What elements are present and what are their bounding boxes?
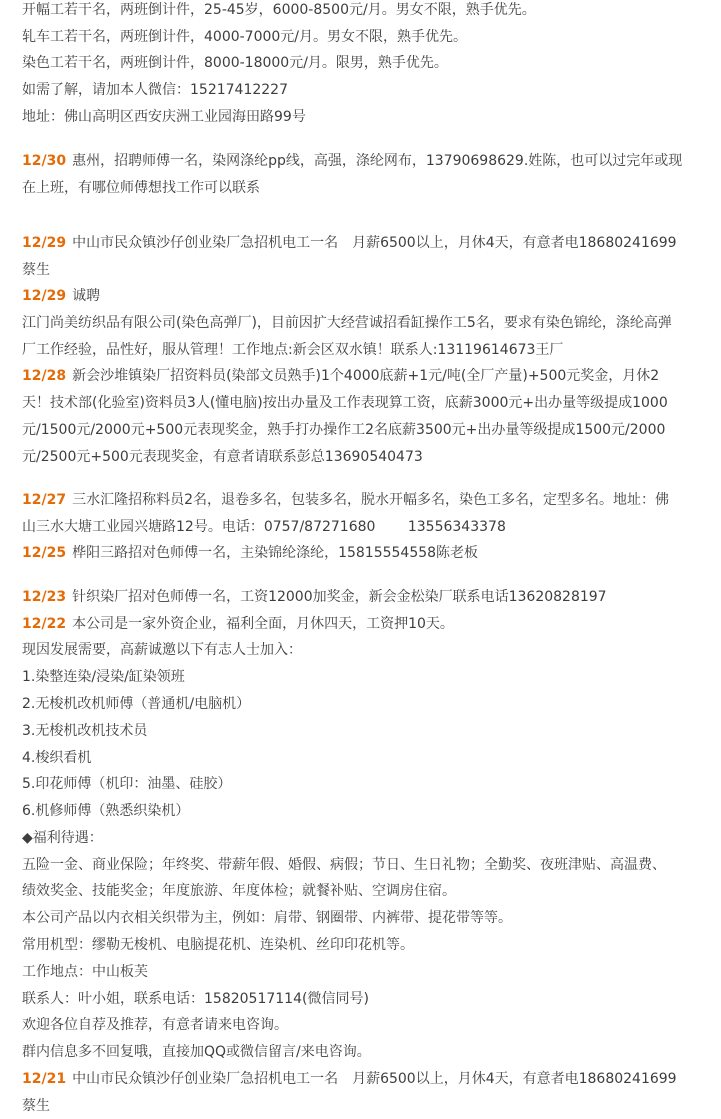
- post-date: 12/22: [22, 616, 67, 632]
- post-text: 本公司是一家外资企业，福利全面，月休四天，工资押10天。: [72, 616, 454, 632]
- post-text: 新会沙堆镇染厂招资料员(染部文员熟手)1个4000底薪+1元/吨(全厂产量)+500元奖金，月休2: [72, 368, 660, 384]
- post-text: 中山市民众镇沙仔创业染厂急招机电工一名 月薪6500以上，月休4天，有意者电18680241699: [72, 1071, 677, 1087]
- text-line: 2.无梭机改机师傅（普通机/电脑机）: [22, 696, 251, 712]
- text-line: 绩效奖金、技能奖金；年度旅游、年度体检；就餐补贴、空调房住宿。: [22, 883, 456, 899]
- post-line: [22, 151, 712, 171]
- post-line: [22, 543, 712, 563]
- text-line: 五险一金、商业保险；年终奖、带薪年假、婚假、病假；节日、生日礼物；全勤奖、夜班津贴、高温费、: [22, 857, 666, 873]
- text-line: 群内信息多不回复哦，直接加QQ或微信留言/来电咨询。: [22, 1044, 371, 1060]
- text-line: 元/2500元+500元表现奖金，有意者请联系彭总13690540473: [22, 449, 423, 465]
- text-line: 蔡生: [22, 262, 50, 278]
- post-text: 桦阳三路招对色师傅一名，主染锦纶涤纶，15815554558陈老板: [72, 545, 479, 561]
- text-line: 1.染整连染/浸染/缸染领班: [22, 669, 185, 685]
- post-date: 12/30: [22, 153, 67, 169]
- text-line: 欢迎各位自荐及推荐，有意者请来电咨询。: [22, 1017, 288, 1033]
- text-line: 厂工作经验，品性好，服从管理！工作地点:新会区双水镇！联系人:13119614673王厂: [22, 342, 564, 358]
- text-line: 开幅工若干名，两班倒计件，25-45岁，6000-8500元/月。男女不限，熟手优先。: [22, 2, 536, 18]
- text-line: 5.印花师傅（机印：油墨、硅胶）: [22, 776, 232, 792]
- text-line: 联系人：叶小姐，联系电话：15820517114(微信同号): [22, 991, 369, 1007]
- text-line: 元/1500元/2000元+500元表现奖金，熟手打办操作工2名底薪3500元+出办量等级提成1500元/2000: [22, 422, 666, 438]
- text-line: 轧车工若干名，两班倒计件，4000-7000元/月。男女不限，熟手优先。: [22, 29, 468, 45]
- text-line: 现因发展需要，高薪诚邀以下有志人士加入：: [22, 642, 302, 658]
- text-line: 6.机修师傅（熟悉织染机）: [22, 803, 190, 819]
- post-text: 针织染厂招对色师傅一名，工资12000加奖金，新会金松染厂联系电话13620828197: [72, 589, 607, 605]
- post-line: [22, 1069, 712, 1089]
- post-line: [22, 233, 712, 253]
- text-line: 蔡生: [22, 1098, 50, 1114]
- text-line: 工作地点：中山板芙: [22, 964, 148, 980]
- post-date: 12/29: [22, 235, 67, 251]
- post-text: 三水汇隆招称料员2名，退卷多名，包装多名，脱水开幅多名，染色工多名，定型多名。地址：佛: [72, 492, 669, 508]
- text-line: 地址：佛山高明区西安庆洲工业园海田路99号: [22, 109, 306, 125]
- text-line: 本公司产品以内衣相关织带为主，例如：肩带、钢圈带、内裤带、提花带等等。: [22, 910, 512, 926]
- post-line: [22, 587, 712, 607]
- text-line: 染色工若干名，两班倒计件，8000-18000元/月。限男，熟手优先。: [22, 55, 448, 71]
- post-line: [22, 490, 712, 510]
- text-line: 3.无梭机改机技术员: [22, 723, 148, 739]
- post-text: 诚聘: [72, 288, 101, 304]
- post-date: 12/25: [22, 545, 67, 561]
- post-text: 惠州，招聘师傅一名，染网涤纶pp线，高强，涤纶网布，13790698629.姓陈，也可以过完年或现: [72, 153, 683, 169]
- post-text: 中山市民众镇沙仔创业染厂急招机电工一名 月薪6500以上，月休4天，有意者电18680241699: [72, 235, 677, 251]
- post-date: 12/27: [22, 492, 67, 508]
- post-line: [22, 286, 712, 306]
- post-date: 12/23: [22, 589, 67, 605]
- post-date: 12/21: [22, 1071, 67, 1087]
- text-line: ◆福利待遇：: [22, 830, 103, 846]
- post-line: [22, 614, 712, 634]
- text-line: 天！技术部(化验室)资料员3人(懂电脑)按出办量及工作表现算工资，底薪3000元+出办量等级提成1000: [22, 395, 668, 411]
- post-date: 12/29: [22, 288, 67, 304]
- text-line: 4.梭织看机: [22, 750, 92, 766]
- text-line: 常用机型：缪勒无梭机、电脑提花机、连染机、丝印印花机等。: [22, 937, 414, 953]
- text-line: 江门尚美纺织品有限公司(染色高弹厂)，目前因扩大经营诚招看缸操作工5名，要求有染色锦纶，涤纶高弹: [22, 315, 672, 331]
- text-line: 山三水大塘工业园兴塘路12号。电话：0757/87271680 13556343378: [22, 519, 506, 535]
- text-line: 在上班，有哪位师傅想找工作可以联系: [22, 180, 260, 196]
- text-line: 如需了解，请加本人微信：15217412227: [22, 82, 288, 98]
- post-line: [22, 366, 712, 386]
- post-date: 12/28: [22, 368, 67, 384]
